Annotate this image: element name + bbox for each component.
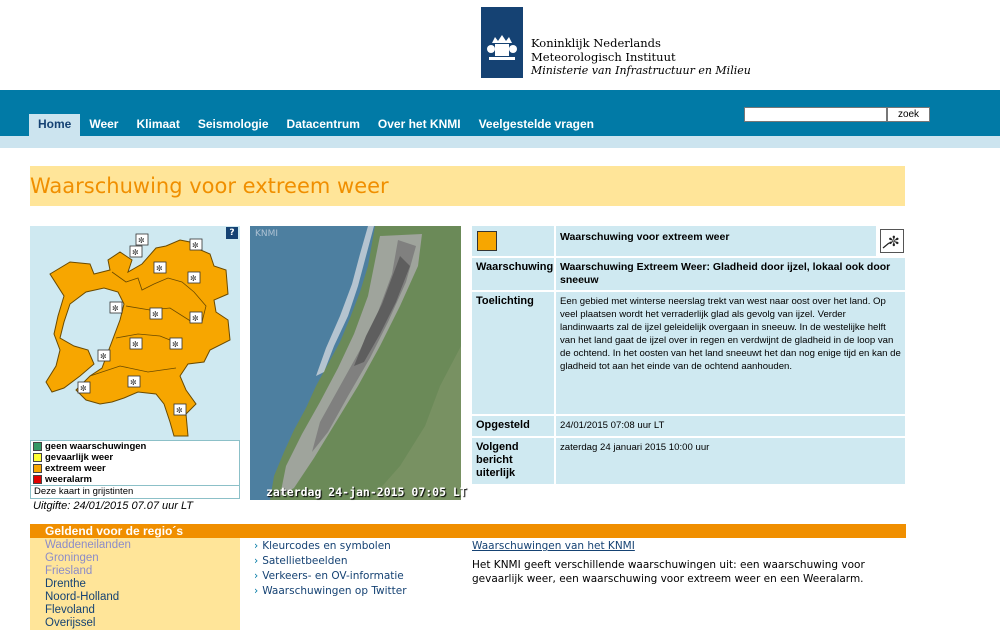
legend-label: gevaarlijk weer bbox=[45, 452, 114, 463]
link-verkeersinformatie[interactable] bbox=[254, 570, 404, 582]
search-button[interactable]: zoek bbox=[887, 107, 930, 122]
regions-heading: Geldend voor de regio´s bbox=[45, 524, 184, 538]
issued-label: Opgesteld bbox=[472, 416, 554, 436]
chevron-right-icon: › bbox=[254, 555, 259, 567]
radar-image[interactable] bbox=[250, 226, 461, 500]
radar-watermark: KNMI bbox=[255, 229, 279, 239]
tab-klimaat[interactable]: Klimaat bbox=[136, 117, 180, 131]
warning-type-label: Waarschuwing bbox=[472, 258, 554, 290]
knmi-warnings-link[interactable]: Waarschuwingen van het KNMI bbox=[472, 540, 635, 552]
warning-type-value: Waarschuwing Extreem Weer: Gladheid door ijzel, lokaal ook door sneeuw bbox=[556, 258, 905, 290]
logo[interactable] bbox=[481, 7, 523, 78]
svg-text:✼: ✼ bbox=[192, 314, 199, 323]
svg-text:✼: ✼ bbox=[132, 340, 139, 349]
warning-row bbox=[472, 438, 905, 484]
tab-weer[interactable]: Weer bbox=[89, 117, 119, 131]
svg-text:✼: ✼ bbox=[130, 378, 137, 387]
legend-swatch-yellow bbox=[33, 453, 42, 462]
tab-home[interactable]: Home bbox=[29, 114, 80, 136]
regions-panel bbox=[30, 538, 240, 630]
warning-row bbox=[472, 258, 905, 290]
next-update-label: Volgend bericht uiterlijk bbox=[472, 438, 554, 484]
snow-ice-hazard-icon bbox=[880, 229, 904, 253]
institute-name-line1: Koninklijk Nederlands bbox=[531, 36, 661, 50]
issue-time: Uitgifte: 24/01/2015 07.07 uur LT bbox=[33, 500, 194, 512]
tab-seismologie[interactable]: Seismologie bbox=[197, 117, 269, 131]
nav-stripe bbox=[0, 136, 1000, 148]
warning-header: Waarschuwing voor extreem weer bbox=[556, 226, 876, 256]
svg-text:✼: ✼ bbox=[190, 274, 197, 283]
legend-label: extreem weer bbox=[45, 463, 106, 474]
map-legend bbox=[30, 440, 240, 486]
legend-swatch-red bbox=[33, 475, 42, 484]
search-input[interactable] bbox=[744, 107, 887, 122]
region-noord-holland[interactable]: Noord-Holland bbox=[45, 591, 120, 603]
warning-row bbox=[472, 292, 905, 414]
explanation-label: Toelichting bbox=[472, 292, 554, 414]
chevron-right-icon: › bbox=[254, 585, 259, 597]
link-satellietbeelden[interactable] bbox=[254, 555, 348, 567]
svg-text:✼: ✼ bbox=[156, 264, 163, 273]
warning-row bbox=[472, 416, 905, 436]
legend-label: geen waarschuwingen bbox=[45, 441, 147, 452]
grayscale-map-link[interactable]: Deze kaart in grijstinten bbox=[30, 486, 240, 499]
crown-emblem-icon bbox=[486, 33, 518, 61]
next-update-value: zaterdag 24 januari 2015 10:00 uur bbox=[556, 438, 905, 484]
svg-text:✼: ✼ bbox=[112, 304, 119, 313]
region-groningen[interactable]: Groningen bbox=[45, 552, 99, 564]
explanation-value: Een gebied met winterse neerslag trekt van west naar oost over het land. Op veel plaatsen wordt het verraderlijk glad als gevolg van ijzel. Verder landinwaarts zal de ijzel geleidelijk overgaan in sneeuw. In de westelijke helft van het land gaat de ijzel over in regen en verdwijnt de gladheid in de loop van de ochtend. In het oosten van het land sneeuwt het dan nog enige tijd en kan de gladheid tot aan het einde van de ochtend aanhouden. bbox=[556, 292, 905, 414]
link-label: Kleurcodes en symbolen bbox=[262, 540, 391, 552]
info-text: Het KNMI geeft verschillende waarschuwingen uit: een waarschuwing voor gevaarlijk weer, een waarschuwing voor extreem weer en een Weeralarm. bbox=[472, 559, 865, 585]
tab-veelgestelde-vragen[interactable]: Veelgestelde vragen bbox=[478, 117, 594, 131]
warning-map[interactable] bbox=[30, 226, 240, 440]
svg-text:✼: ✼ bbox=[888, 234, 900, 250]
institute-name-line2: Meteorologisch Instituut bbox=[531, 50, 676, 64]
nav-tabs bbox=[29, 114, 603, 136]
netherlands-map bbox=[30, 226, 240, 440]
institute-name bbox=[531, 36, 751, 78]
legend-label: weeralarm bbox=[45, 474, 93, 485]
link-label: Waarschuwingen op Twitter bbox=[262, 585, 407, 597]
link-label: Satellietbeelden bbox=[262, 555, 348, 567]
tab-over-het-knmi[interactable]: Over het KNMI bbox=[377, 117, 461, 131]
page-title: Waarschuwing voor extreem weer bbox=[30, 174, 389, 198]
region-waddeneilanden[interactable]: Waddeneilanden bbox=[45, 539, 131, 551]
tab-datacentrum[interactable]: Datacentrum bbox=[286, 117, 360, 131]
warning-header-row bbox=[472, 226, 905, 256]
title-bar bbox=[30, 166, 905, 206]
link-kleurcodes[interactable] bbox=[254, 540, 391, 552]
chevron-right-icon: › bbox=[254, 570, 259, 582]
ministry-name: Ministerie van Infrastructuur en Milieu bbox=[531, 64, 751, 77]
site-header bbox=[0, 0, 1000, 90]
help-icon[interactable]: ? bbox=[226, 227, 238, 239]
link-label: Verkeers- en OV-informatie bbox=[262, 570, 404, 582]
issued-value: 24/01/2015 07:08 uur LT bbox=[556, 416, 905, 436]
radar-map bbox=[250, 226, 461, 500]
region-overijssel[interactable]: Overijssel bbox=[45, 617, 96, 629]
legend-item bbox=[31, 474, 239, 485]
legend-swatch-orange bbox=[33, 464, 42, 473]
svg-text:✼: ✼ bbox=[80, 384, 87, 393]
svg-text:✼: ✼ bbox=[100, 352, 107, 361]
svg-text:✼: ✼ bbox=[192, 241, 199, 250]
region-drenthe[interactable]: Drenthe bbox=[45, 578, 86, 590]
legend-item bbox=[31, 452, 239, 463]
svg-text:✼: ✼ bbox=[176, 406, 183, 415]
svg-text:✼: ✼ bbox=[138, 236, 145, 245]
warning-level-indicator bbox=[477, 231, 497, 251]
region-flevoland[interactable]: Flevoland bbox=[45, 604, 95, 616]
link-twitter[interactable] bbox=[254, 585, 407, 597]
region-friesland[interactable]: Friesland bbox=[45, 565, 93, 577]
svg-text:✼: ✼ bbox=[132, 248, 139, 257]
chevron-right-icon: › bbox=[254, 540, 259, 552]
warning-color-cell bbox=[472, 226, 554, 256]
radar-timestamp: zaterdag 24-jan-2015 07:05 LT bbox=[266, 485, 467, 499]
legend-swatch-green bbox=[33, 442, 42, 451]
svg-text:✼: ✼ bbox=[172, 340, 179, 349]
svg-text:✼: ✼ bbox=[152, 310, 159, 319]
legend-item bbox=[31, 463, 239, 474]
legend-item bbox=[31, 441, 239, 452]
